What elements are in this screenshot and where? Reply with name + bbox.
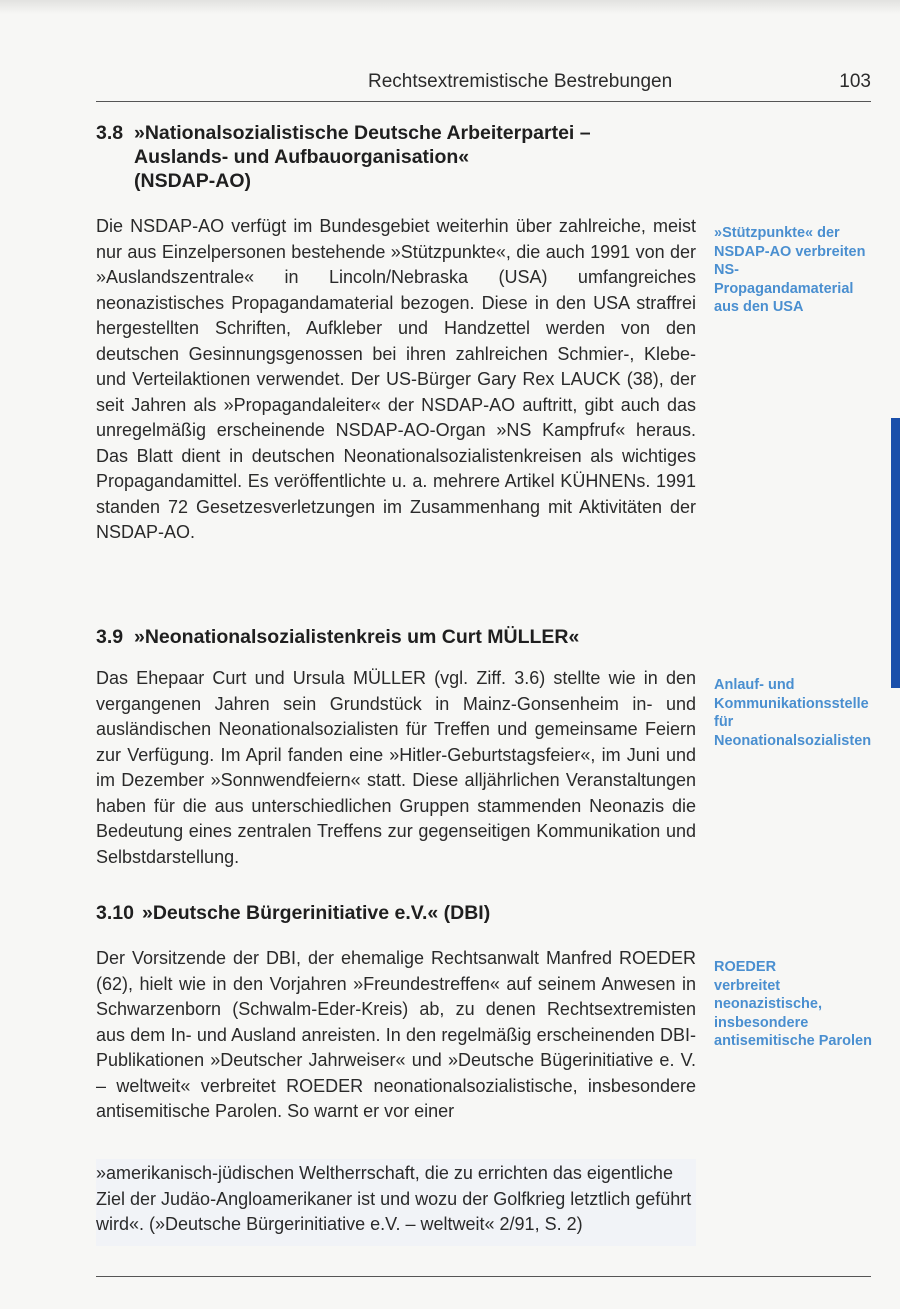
margin-note-3-8: »Stützpunkte« der NSDAP-AO verbreiten NS-Propagandamaterial aus den USA: [714, 225, 866, 315]
margin-note-3-9: Anlauf- und Kommunikationsstelle für Neonationalsozialisten: [714, 677, 872, 749]
margin-note-3-10: [714, 958, 874, 1051]
heading-line: Auslands- und Aufbauorganisation«: [134, 146, 470, 168]
margin-note-lead: ROEDER: [714, 959, 777, 975]
section-number: 3.8: [96, 122, 124, 144]
page-top-edge: [0, 0, 900, 14]
footer-rule: [96, 1276, 871, 1277]
page-number: 103: [839, 71, 871, 92]
heading-line: »Nationalsozialistische Deutsche Arbeiterpartei –: [134, 122, 591, 144]
section-body-3-9: Das Ehepaar Curt und Ursula MÜLLER (vgl. Ziff. 3.6) stellte wie in den vergangenen Jahren sein Grundstück in Mainz-Gonsenheim in- und ausländischen Neonationalsozialisten für Treffen und gemeinsame Feiern zur Verfügung. Im April fanden eine »Hitler-Geburtstagsfeier«, im Juni und im Dezember »Sonnwendfeiern« statt. Diese alljährlichen Veranstaltungen haben für die aus unterschiedlichen Gruppen stammenden Neonazis die Bedeutung eines zentralen Treffens zur gegenseitigen Kommunikation und Selbstdarstellung.: [96, 668, 696, 867]
heading-line: (NSDAP-AO): [134, 170, 251, 192]
heading-line: »Neonationalsozialistenkreis um Curt MÜLLER«: [134, 626, 580, 648]
margin-note-text: verbreitet neonazistische, insbesondere antisemitische Parolen: [714, 977, 872, 1049]
quote-block: »amerikanisch-jüdischen Weltherrschaft, die zu errichten das eigentliche Ziel der Judäo-Angloamerikaner ist und wozu der Golfkrieg letztlich geführt wird«. (»Deutsche Bürgerinitiative e.V. – weltweit« 2/91, S. 2): [96, 1159, 696, 1246]
section-body-3-8: Die NSDAP-AO verfügt im Bundesgebiet weiterhin über zahlreiche, meist nur aus Einzelpersonen bestehende »Stützpunkte«, die auch 1991 von der »Auslandszentrale« in Lincoln/Nebraska (USA) umfangreiches neonazistisches Propagandamaterial bezogen. Diese in den USA straffrei hergestellten Schriften, Aufkleber und Handzettel werden von den deutschen Gesinnungsgenossen bei ihren zahlreichen Schmier-, Klebe- und Verteilaktionen verwendet. Der US-Bürger Gary Rex LAUCK (38), der seit Jahren als »Propagandaleiter« der NSDAP-AO auftritt, gibt auch das unregelmäßig erscheinende NSDAP-AO-Organ »NS Kampfruf« heraus. Das Blatt dient in deutschen Neonationalsozialistenkreisen als wichtiges Propagandamittel. Es veröffentlichte u. a. mehrere Artikel KÜHNENs. 1991 standen 72 Gesetzesverletzungen im Zusammenhang mit Aktivitäten der NSDAP-AO.: [96, 216, 696, 542]
section-heading-3-10: [96, 901, 696, 925]
section-number: 3.10: [96, 902, 134, 924]
running-title: Rechtsextremistische Bestrebungen: [368, 71, 673, 92]
section-heading-3-8: [96, 121, 696, 193]
section-number: 3.9: [96, 626, 124, 648]
thumb-index-tab: [891, 418, 900, 688]
running-header: [96, 71, 871, 97]
section-heading-3-9: [96, 625, 696, 649]
header-rule: [96, 101, 871, 102]
heading-line: »Deutsche Bürgerinitiative e.V.« (DBI): [142, 902, 491, 924]
section-body-3-10: Der Vorsitzende der DBI, der ehemalige Rechtsanwalt Manfred ROEDER (62), hielt wie in den Vorjahren »Freundestreffen« auf seinem Anwesen in Schwarzenborn (Schwalm-Eder-Kreis) ab, zu denen Rechtsextremisten aus dem In- und Ausland anreisten. In den regelmäßig erscheinenden DBI-Publikationen »Deutscher Jahrweiser« und »Deutsche Bügerinitiative e. V. – weltweit« verbreitet ROEDER neonationalsozialistische, insbesondere antisemitische Parolen. So warnt er vor einer: [96, 948, 696, 1121]
